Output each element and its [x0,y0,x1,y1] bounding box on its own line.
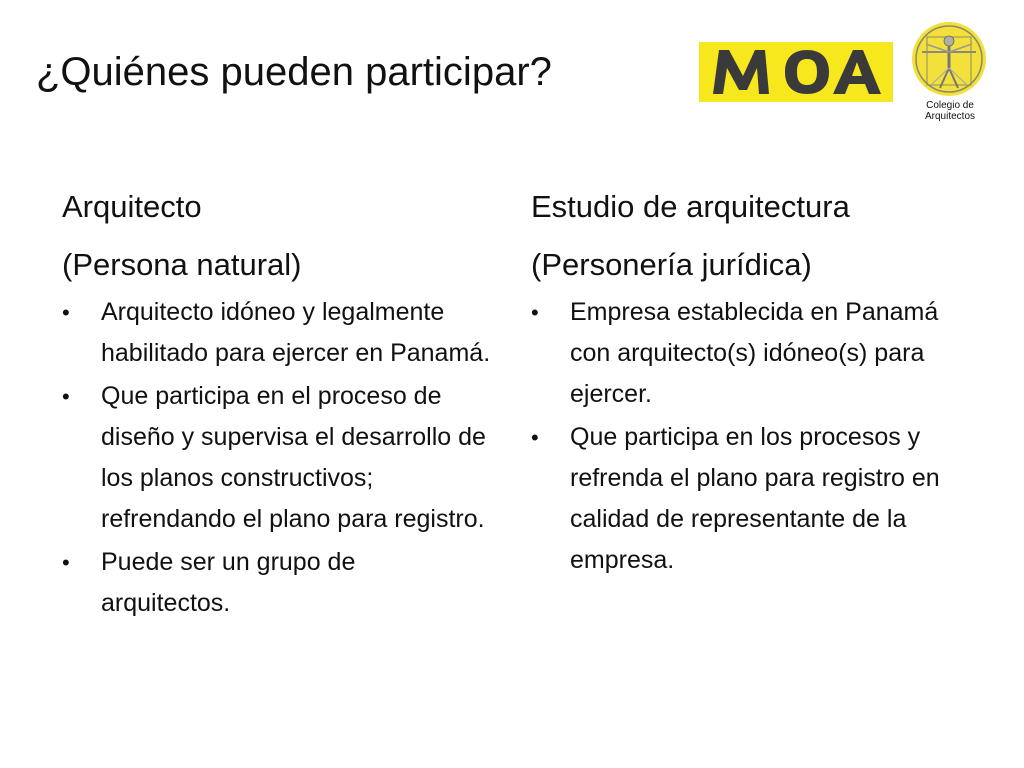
left-column [62,188,492,626]
list-item [62,292,491,374]
seal-caption [910,100,990,122]
bullet-icon: • [62,384,70,409]
bullet-text: Puede ser un grupo de arquitectos. [101,548,356,617]
moa-logo [699,42,893,102]
vitruvian-man-icon [912,22,986,96]
right-heading-estudio: Estudio de arquitectura [531,189,850,224]
bullet-text: Arquitecto idóneo y legalmente habilitado para ejercer en Panamá. [101,298,491,367]
colegio-arquitectos-logo [910,22,990,132]
bullet-icon: • [62,550,70,575]
bullet-text: Que participa en los procesos y refrenda el plano para registro en calidad de representante de la empresa. [570,423,940,574]
bullet-text: Que participa en el proceso de diseño y supervisa el desarrollo de los planos constructivos; refrendando el plano para registro. [101,382,486,533]
seal-caption-line1: Colegio de [926,100,974,111]
left-heading-arquitecto: Arquitecto [62,189,202,224]
list-item [531,417,970,581]
bullet-icon: • [62,300,70,325]
bullet-icon: • [531,425,539,450]
left-heading-persona-natural: (Persona natural) [62,247,302,282]
bullet-text: Empresa establecida en Panamá con arquitecto(s) idóneo(s) para ejercer. [570,298,939,408]
right-bullet-list [531,292,971,581]
left-bullet-list [62,292,492,624]
slide-title: ¿Quiénes pueden participar? [36,50,552,94]
list-item [62,376,491,540]
bullet-icon: • [531,300,539,325]
list-item [531,292,970,415]
moa-logo-letters [699,42,893,102]
list-item [62,542,491,624]
right-heading-personeria-juridica: (Personería jurídica) [531,247,812,282]
seal-caption-line2: Arquitectos [924,111,976,122]
right-column [531,188,971,583]
